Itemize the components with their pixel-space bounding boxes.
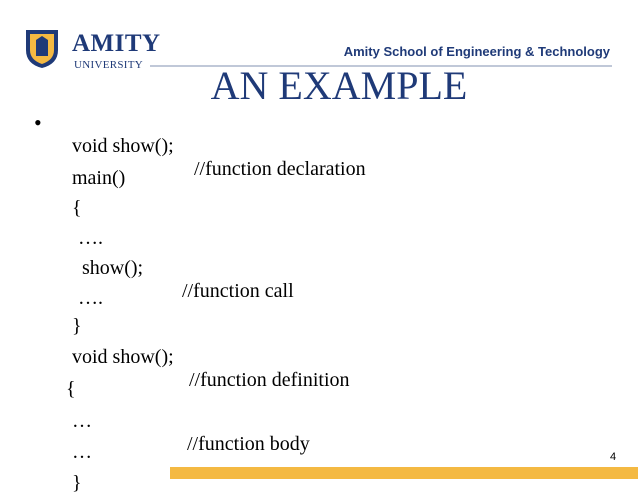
- code-comment: //function definition: [189, 369, 350, 391]
- code-text: }: [72, 472, 82, 494]
- bullet-icon: •: [34, 110, 42, 135]
- logo-subtitle: UNIVERSITY: [74, 59, 143, 71]
- footer-bar: [170, 467, 638, 479]
- code-text: main(): [72, 167, 126, 189]
- code-comment: //function call: [182, 280, 294, 302]
- code-text: …: [72, 410, 92, 432]
- code-line: [62, 449, 82, 495]
- page-number: 4: [610, 451, 617, 463]
- code-text: {: [66, 378, 76, 400]
- code-text: void show();: [72, 346, 174, 368]
- code-text: void show();: [72, 135, 174, 157]
- code-text: }: [72, 315, 82, 337]
- code-text: …: [72, 441, 92, 463]
- school-name: Amity School of Engineering & Technology: [343, 44, 610, 59]
- code-comment: //function declaration: [194, 158, 366, 180]
- logo-wordmark: AMITY: [72, 30, 161, 57]
- code-text: ….: [78, 287, 103, 309]
- code-text: ….: [78, 227, 103, 249]
- code-text: {: [72, 197, 82, 219]
- slide-title: AN EXAMPLE: [210, 63, 468, 108]
- code-text: show();: [82, 257, 144, 279]
- code-comment: //function body: [187, 433, 310, 455]
- code-line: [62, 323, 350, 392]
